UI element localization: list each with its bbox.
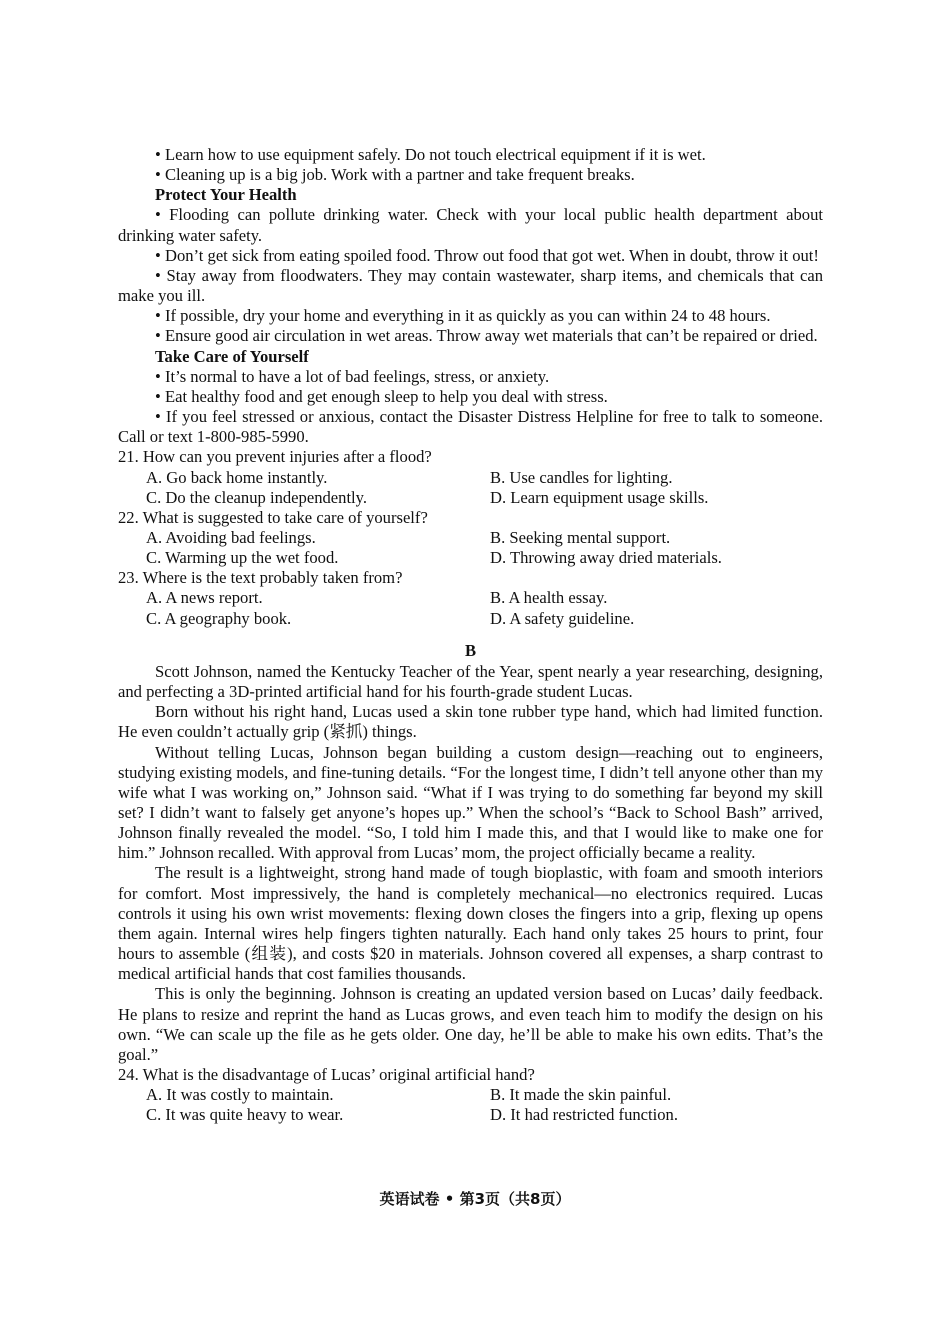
option-b: B. A health essay. <box>490 588 608 608</box>
option-c: C. Do the cleanup independently. <box>146 487 368 507</box>
bullet: • Don’t get sick from eating spoiled food. Throw out food that got wet. When in doubt, throw it out! <box>155 245 819 265</box>
page-footer: 英语试卷 • 第3页（共8页） <box>379 1190 571 1208</box>
option-c: C. Warming up the wet food. <box>146 548 339 568</box>
bullet: • Learn how to use equipment safely. Do not touch electrical equipment if it is wet. <box>155 145 706 164</box>
section-label: B <box>464 640 477 660</box>
question-stem: 22. What is suggested to take care of yourself? <box>118 507 428 527</box>
option-b: B. Seeking mental support. <box>490 527 671 547</box>
section-heading: Take Care of Yourself <box>155 346 309 366</box>
option-a: A. Go back home instantly. <box>146 467 328 487</box>
option-a: A. Avoiding bad feelings. <box>146 527 316 547</box>
question-stem: 24. What is the disadvantage of Lucas’ original artificial hand? <box>118 1065 535 1085</box>
bullet: • Eat healthy food and get enough sleep to help you deal with stress. <box>155 386 608 406</box>
question-stem: 23. Where is the text probably taken from? <box>118 568 403 588</box>
bullet: • Flooding can pollute drinking water. Check with your local public health department about drinking water safety. <box>118 205 823 245</box>
option-d: D. A safety guideline. <box>490 608 635 628</box>
bullet: • If you feel stressed or anxious, contact the Disaster Distress Helpline for free to talk to someone. Call or text 1-800-985-5990. <box>118 407 823 447</box>
option-a: A. A news report. <box>146 588 263 608</box>
section-heading: Protect Your Health <box>155 185 297 205</box>
question-stem: 21. How can you prevent injuries after a flood? <box>118 447 432 467</box>
paragraph: This is only the beginning. Johnson is creating an updated version based on Lucas’ daily feedback. He plans to resize and reprint the hand as Lucas grows, and even teach him to modify the design on his own. “We can scale up the file as he gets older. One day, he’ll be able to make his own edits. That’s the goal.” <box>118 984 823 1064</box>
option-d: D. Learn equipment usage skills. <box>490 487 709 507</box>
bullet: • Cleaning up is a big job. Work with a partner and take frequent breaks. <box>155 165 635 185</box>
question-22 <box>118 508 823 568</box>
option-d: D. It had restricted function. <box>490 1105 679 1125</box>
question-21 <box>118 447 823 507</box>
bullet: • It’s normal to have a lot of bad feelings, stress, or anxiety. <box>155 366 550 386</box>
option-a: A. It was costly to maintain. <box>146 1085 334 1105</box>
paragraph: Born without his right hand, Lucas used a skin tone rubber type hand, which had limited function. He even couldn’t actually grip (紧抓) things. <box>118 702 823 742</box>
bullet: • If possible, dry your home and everything in it as quickly as you can within 24 to 48 hours. <box>155 306 771 326</box>
paragraph: Scott Johnson, named the Kentucky Teacher of the Year, spent nearly a year researching, designing, and perfecting a 3D-printed artificial hand for his fourth-grade student Lucas. <box>118 661 823 702</box>
exam-page-content <box>118 145 823 1126</box>
paragraph: The result is a lightweight, strong hand made of tough bioplastic, with foam and smooth interiors for comfort. Most impressively, the hand is completely mechanical—no electronics required. Lucas controls it using his own wrist movements: flexing down closes the fingers into a grip, flexing up opens them again. Internal wires help fingers tighten naturally. Each hand only takes 25 hours to print, four hours to assemble (组装), and costs $20 in materials. Johnson covered all expenses, a sharp contrast to medical artificial hands that cost families thousands. <box>118 863 823 984</box>
option-b: B. Use candles for lighting. <box>490 467 673 487</box>
option-d: D. Throwing away dried materials. <box>490 548 722 568</box>
option-c: C. It was quite heavy to wear. <box>146 1105 344 1125</box>
option-c: C. A geography book. <box>146 608 292 628</box>
question-23 <box>118 568 823 628</box>
paragraph: Without telling Lucas, Johnson began building a custom design—reaching out to engineers, studying existing models, and fine-tuning details. “For the longest time, I didn’t tell anyone other than my wife what I was working on,” Johnson said. “What if I was trying to do something far beyond my skill set? I didn’t want to falsely get anyone’s hopes up.” When the school’s “Back to School Bash” arrived, Johnson finally revealed the model. “So, I told him I made this, and that I would like to make one for him.” Johnson recalled. With approval from Lucas’ mom, the project officially became a reality. <box>118 742 823 863</box>
bullet: • Stay away from floodwaters. They may contain wastewater, sharp items, and chemicals that can make you ill. <box>118 265 823 306</box>
question-24 <box>118 1065 823 1125</box>
bullet: • Ensure good air circulation in wet areas. Throw away wet materials that can’t be repaired or dried. <box>155 326 818 346</box>
option-b: B. It made the skin painful. <box>490 1085 672 1105</box>
